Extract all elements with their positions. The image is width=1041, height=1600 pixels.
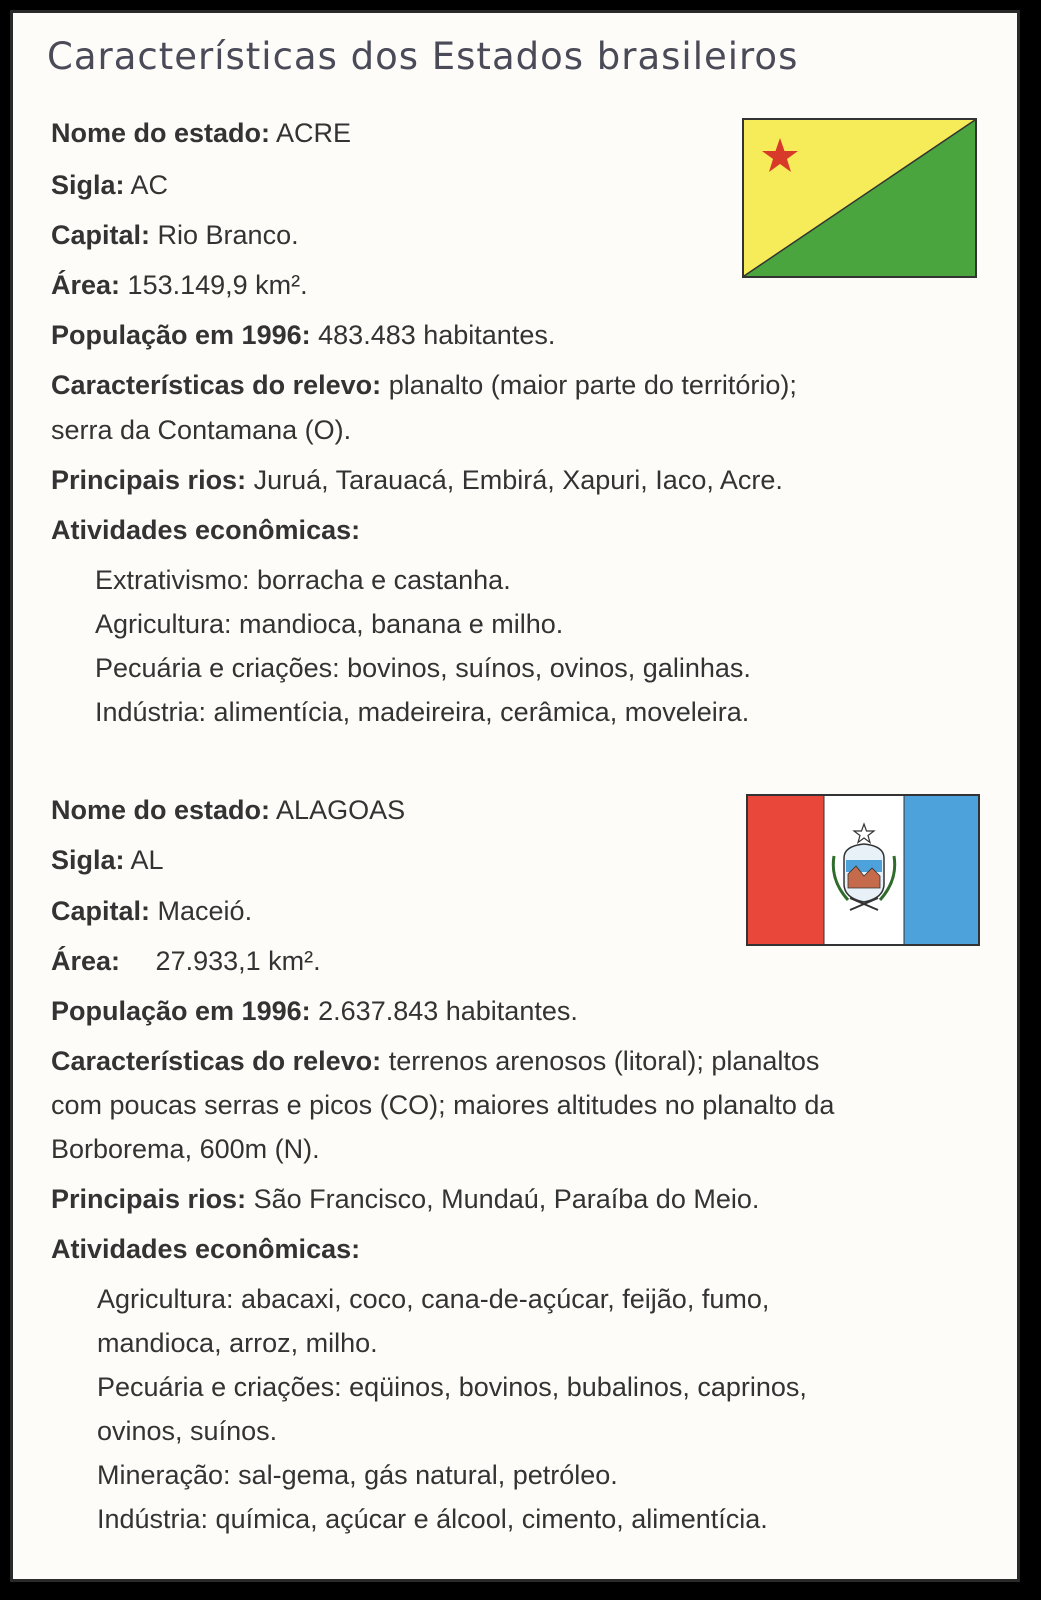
activity-item: Indústria: química, açúcar e álcool, cimento, alimentícia. — [97, 1504, 768, 1534]
alagoas-flag-red-stripe — [748, 796, 824, 944]
rivers-label: Principais rios: — [51, 1184, 247, 1214]
activity-item: Mineração: sal-gema, gás natural, petróleo. — [97, 1460, 618, 1490]
economic-activities-label: Atividades econômicas: — [51, 515, 361, 545]
activity-item: Indústria: alimentícia, madeireira, cerâmica, moveleira. — [95, 697, 750, 727]
relief-value-line1: terrenos arenosos (litoral); planaltos — [388, 1046, 820, 1076]
population-row — [51, 989, 578, 1033]
relief-continuation — [51, 1127, 320, 1171]
capital-value: Maceió. — [157, 896, 253, 926]
activity-item: ovinos, suínos. — [97, 1416, 278, 1446]
state-name-label: Nome do estado: — [51, 118, 271, 148]
rivers-value: São Francisco, Mundaú, Paraíba do Meio. — [253, 1184, 760, 1214]
activity-item: Pecuária e criações: eqüinos, bovinos, bubalinos, caprinos, — [97, 1372, 807, 1402]
economic-activities-list — [95, 558, 751, 734]
state-name-row — [51, 788, 405, 832]
economic-activities-row — [51, 1227, 360, 1271]
state-name-row — [51, 111, 351, 155]
activity-item: Pecuária e criações: bovinos, suínos, ovinos, galinhas. — [95, 653, 751, 683]
state-abbrev-label: Sigla: — [51, 170, 125, 200]
relief-label: Características do relevo: — [51, 370, 382, 400]
area-row — [51, 263, 308, 307]
activity-item: Agricultura: abacaxi, coco, cana-de-açúcar, feijão, fumo, — [97, 1284, 770, 1314]
capital-label: Capital: — [51, 896, 151, 926]
activity-item: Extrativismo: borracha e castanha. — [95, 565, 511, 595]
area-label: Área: — [51, 946, 121, 976]
activity-item: Agricultura: mandioca, banana e milho. — [95, 609, 564, 639]
economic-activities-row — [51, 508, 360, 552]
rivers-row — [51, 458, 783, 502]
alagoas-flag — [746, 794, 980, 946]
relief-row — [51, 1039, 819, 1083]
alagoas-flag-graphic — [748, 796, 978, 944]
state-abbrev-label: Sigla: — [51, 845, 125, 875]
relief-value-line1: planalto (maior parte do território); — [388, 370, 797, 400]
rivers-label: Principais rios: — [51, 465, 247, 495]
population-row — [51, 313, 555, 357]
state-name-label: Nome do estado: — [51, 795, 271, 825]
capital-row — [51, 889, 252, 933]
relief-continuation — [51, 1083, 834, 1127]
alagoas-flag-blue-stripe — [904, 796, 978, 944]
capital-label: Capital: — [51, 220, 151, 250]
population-value: 483.483 habitantes. — [318, 320, 556, 350]
population-value: 2.637.843 habitantes. — [318, 996, 578, 1026]
relief-value-line2: serra da Contamana (O). — [51, 415, 352, 445]
relief-value-line3: Borborema, 600m (N). — [51, 1134, 320, 1164]
area-row — [51, 939, 321, 983]
area-value: 27.933,1 km². — [155, 946, 321, 976]
area-value: 153.149,9 km². — [127, 270, 308, 300]
acre-flag-graphic — [744, 120, 975, 276]
capital-value: Rio Branco. — [157, 220, 299, 250]
economic-activities-list — [97, 1277, 807, 1541]
relief-row — [51, 363, 797, 407]
state-abbrev-row — [51, 838, 164, 882]
page — [10, 10, 1020, 1582]
relief-continuation — [51, 408, 351, 452]
population-label: População em 1996: — [51, 996, 311, 1026]
state-name-value: ACRE — [276, 118, 352, 148]
state-abbrev-value: AL — [130, 845, 164, 875]
activity-item: mandioca, arroz, milho. — [97, 1328, 378, 1358]
acre-flag — [742, 118, 977, 278]
capital-row — [51, 213, 299, 257]
economic-activities-label: Atividades econômicas: — [51, 1234, 361, 1264]
population-label: População em 1996: — [51, 320, 311, 350]
rivers-row — [51, 1177, 759, 1221]
relief-label: Características do relevo: — [51, 1046, 382, 1076]
relief-value-line2: com poucas serras e picos (CO); maiores altitudes no planalto da — [51, 1090, 835, 1120]
state-name-value: ALAGOAS — [276, 795, 406, 825]
state-abbrev-row — [51, 163, 168, 207]
area-label: Área: — [51, 270, 121, 300]
page-title: Características dos Estados brasileiros — [47, 35, 799, 78]
rivers-value: Juruá, Tarauacá, Embirá, Xapuri, Iaco, Acre. — [253, 465, 783, 495]
state-abbrev-value: AC — [130, 170, 169, 200]
